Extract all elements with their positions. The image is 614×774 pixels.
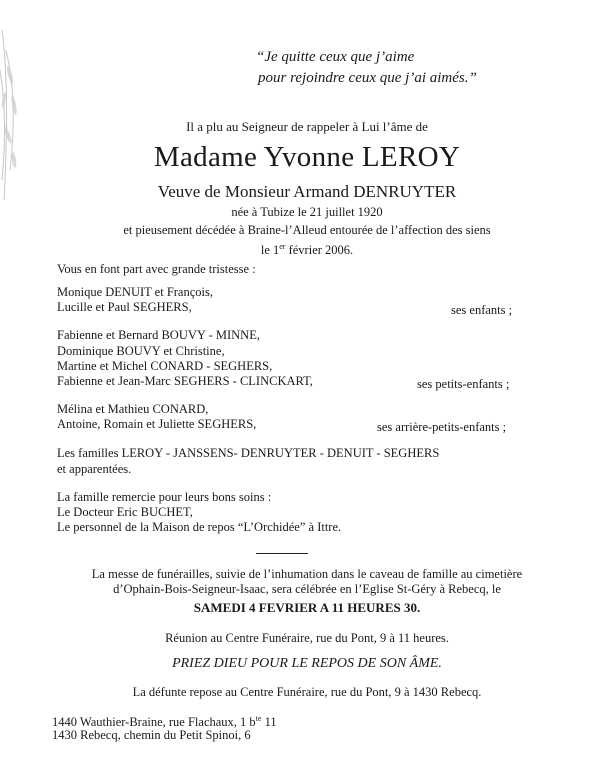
grandchildren-name: Martine et Michel CONARD - SEGHERS,	[57, 359, 273, 373]
children-name: Lucille et Paul SEGHERS,	[57, 300, 192, 314]
mass-line: La messe de funérailles, suivie de l’inhumation dans le caveau de famille au cimetière	[91, 567, 523, 581]
thanks-line: Le personnel de la Maison de repos “L’Orchidée” à Ittre.	[57, 520, 342, 534]
funeral-date: SAMEDI 4 FEVRIER A 11 HEURES 30.	[193, 600, 421, 615]
death-date: le 1er février 2006.	[260, 242, 354, 258]
children-name: Monique DENUIT et François,	[57, 285, 213, 299]
thanks-line: La famille remercie pour leurs bons soins :	[57, 490, 272, 504]
mass-line: d’Ophain-Bois-Seigneur-Isaac, sera célébrée en l’Eglise St-Géry à Rebecq, le	[113, 582, 501, 596]
grandchildren-name: Fabienne et Jean-Marc SEGHERS - CLINCKART,	[57, 374, 313, 388]
quote-line-2: pour rejoindre ceux que j’ai aimés.”	[258, 70, 477, 86]
children-role: ses enfants ;	[451, 303, 513, 317]
address-line: 1430 Rebecq, chemin du Petit Spinoi, 6	[52, 728, 251, 742]
grandchildren-name: Fabienne et Bernard BOUVY - MINNE,	[57, 328, 260, 342]
families-line: et apparentées.	[57, 462, 132, 476]
prayer-line: PRIEZ DIEU POUR LE REPOS DE SON ÂME.	[172, 656, 442, 671]
announce-text: Vous en font part avec grande tristesse :	[57, 262, 256, 276]
deceased-name: Madame Yvonne LEROY	[153, 141, 461, 173]
grandchildren-role: ses petits-enfants ;	[417, 377, 510, 391]
address-line: 1440 Wauthier-Braine, rue Flachaux, 1 $b^{te}$ 11	[52, 714, 277, 730]
repose-line: La défunte repose au Centre Funéraire, rue du Pont, 9 à 1430 Rebecq.	[132, 685, 482, 699]
greatgrandchildren-name: Antoine, Romain et Juliette SEGHERS,	[57, 417, 257, 431]
families-line: Les familles LEROY - JANSSENS- DENRUYTER - DENUIT - SEGHERS	[57, 446, 440, 460]
reunion-line: Réunion au Centre Funéraire, rue du Pont, 9 à 11 heures.	[165, 631, 449, 645]
greatgrandchildren-role: ses arrière-petits-enfants ;	[377, 420, 507, 434]
thanks-line: Le Docteur Eric BUCHET,	[57, 505, 193, 519]
grandchildren-name: Dominique BOUVY et Christine,	[57, 344, 225, 358]
intro-text: Il a plu au Seigneur de rappeler à Lui l’âme de	[186, 119, 428, 134]
birth-line: née à Tubize le 21 juillet 1920	[231, 205, 383, 219]
death-line: et pieusement décédée à Braine-l’Alleud entourée de l’affection des siens	[123, 223, 491, 237]
widow-line: Veuve de Monsieur Armand DENRUYTER	[157, 182, 457, 201]
willow-branch-decoration	[0, 30, 60, 200]
greatgrandchildren-name: Mélina et Mathieu CONARD,	[57, 402, 209, 416]
separator-rule	[256, 553, 308, 554]
quote-line-1: “Je quitte ceux que j’aime	[256, 49, 415, 65]
